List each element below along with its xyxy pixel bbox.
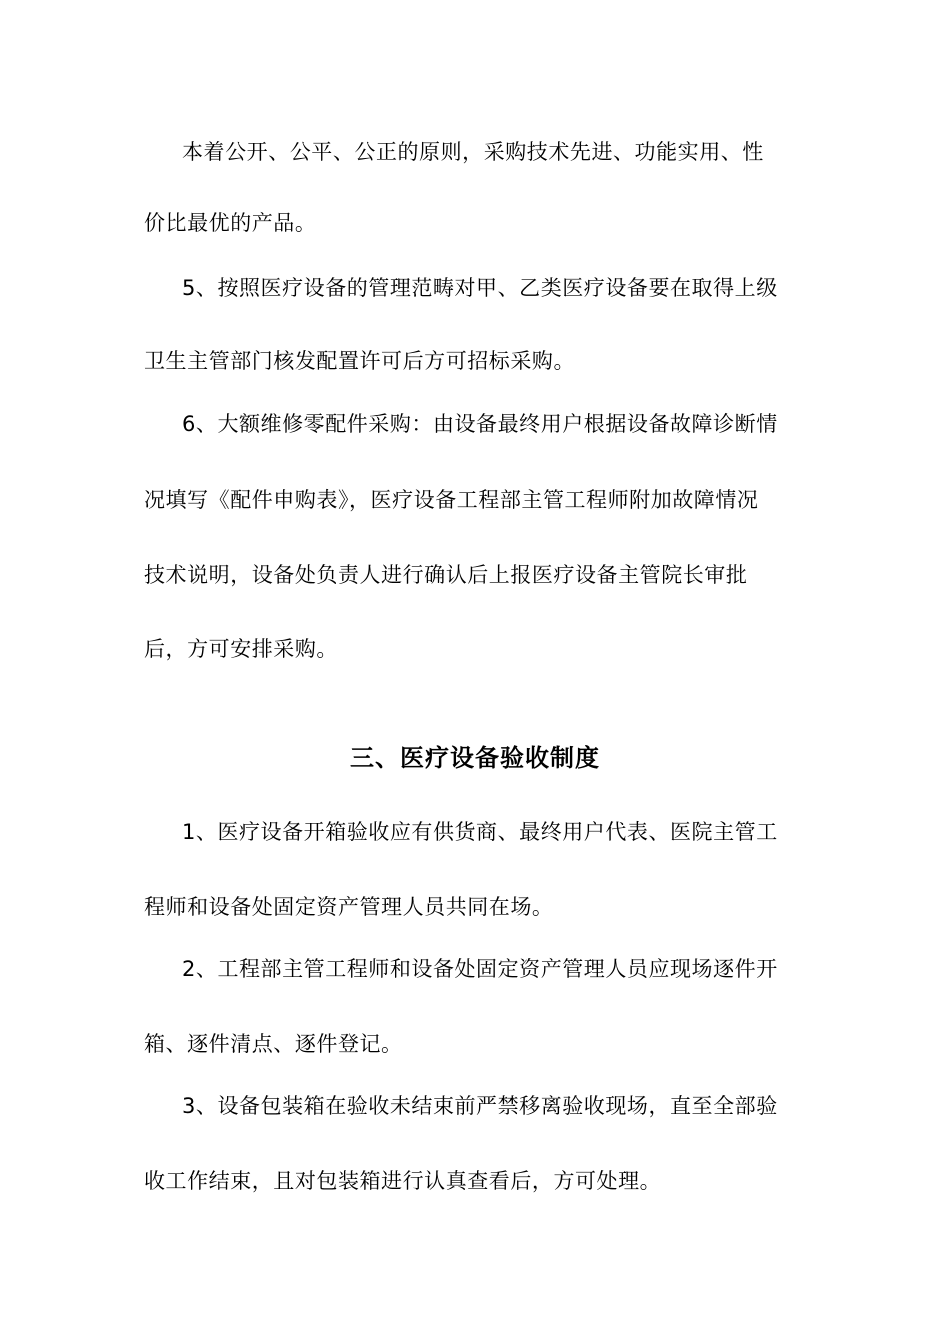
paragraph-3-line-4: 后，方可安排采购。 [144, 637, 338, 661]
paragraph-4-line-2: 程师和设备处固定资产管理人员共同在场。 [144, 895, 554, 919]
paragraph-1-line-1: 本着公开、公平、公正的原则，采购技术先进、功能实用、性 [182, 140, 764, 164]
paragraph-6-line-1: 3、设备包装箱在验收未结束前严禁移离验收现场，直至全部验 [182, 1094, 778, 1118]
section-heading: 三、医疗设备验收制度 [350, 744, 600, 772]
paragraph-3-line-1: 6、大额维修零配件采购：由设备最终用户根据设备故障诊断情 [182, 412, 778, 436]
paragraph-3-line-3: 技术说明，设备处负责人进行确认后上报医疗设备主管院长审批 [144, 563, 748, 587]
paragraph-4-line-1: 1、医疗设备开箱验收应有供货商、最终用户代表、医院主管工 [182, 820, 778, 844]
paragraph-3-line-2: 况填写《配件申购表》，医疗设备工程部主管工程师附加故障情况 [144, 488, 759, 512]
paragraph-5-line-1: 2、工程部主管工程师和设备处固定资产管理人员应现场逐件开 [182, 957, 778, 981]
paragraph-5-line-2: 箱、逐件清点、逐件登记。 [144, 1032, 403, 1056]
paragraph-2-line-1: 5、按照医疗设备的管理范畴对甲、乙类医疗设备要在取得上级 [182, 276, 778, 300]
paragraph-6-line-2: 收工作结束，且对包装箱进行认真查看后，方可处理。 [144, 1169, 662, 1193]
paragraph-2-line-2: 卫生主管部门核发配置许可后方可招标采购。 [144, 349, 575, 373]
paragraph-1-line-2: 价比最优的产品。 [144, 211, 317, 235]
